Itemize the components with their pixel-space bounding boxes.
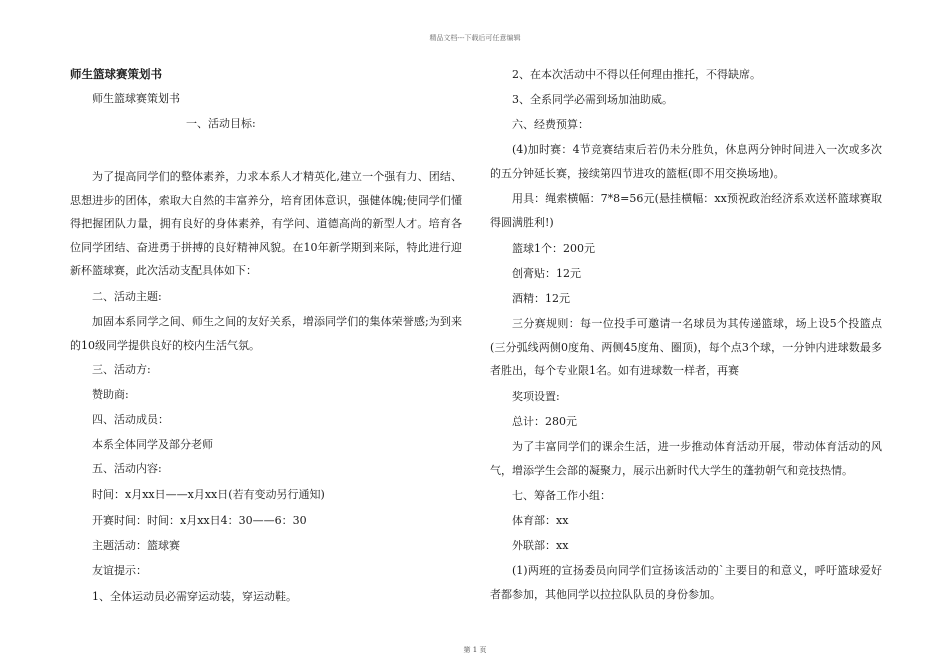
prize-heading: 奖项设置: <box>512 390 560 403</box>
prep-heading: 七、筹备工作小组： <box>512 489 611 502</box>
three-point-rules: 三分赛规则：每一位投手可邀请一名球员为其传递篮球，场上设5个投篮点(三分弧线两侧0度角、两侧45度角、圈顶)，每个点3个球，一分钟内进球数最多者胜出，每个专业限1名。如有进球数一样者，再赛 <box>490 317 882 377</box>
tips-heading: 友谊提示： <box>92 564 147 577</box>
tip-3: 3、全系同学必需到场加油助威。 <box>512 93 673 106</box>
tools-cost: 用具：绳索横幅：7*8=56元(悬挂横幅：xx预祝政治经济系欢送杯篮球赛取得圆满胜利!) <box>490 192 882 229</box>
document-title: 师生篮球赛策划书 <box>70 67 162 81</box>
ball-cost: 篮球1个：200元 <box>512 242 595 255</box>
members-line: 本系全体同学及部分老师 <box>92 438 213 451</box>
page-header: 精品文档---下载后可任意编辑 <box>429 34 521 42</box>
theme-paragraph: 加固本系同学之间、师生之间的友好关系，增添同学们的集体荣誉感;为到来的10级同学提供良好的校内生活气氛。 <box>70 315 462 352</box>
promo-paragraph: (1)两班的宣扬委员向同学们宣扬该活动的`主要目的和意义，呼吁篮球爱好者都参加，其他同学以拉拉队队员的身份参加。 <box>490 564 882 601</box>
sponsor-heading: 三、活动方: <box>92 363 151 376</box>
page-footer: 第 1 页 <box>463 646 487 654</box>
budget-heading: 六、经费预算： <box>512 118 589 131</box>
goal-heading: 一、活动目标: <box>186 117 256 130</box>
content-heading: 五、活动内容: <box>92 462 162 475</box>
main-activity-line: 主题活动：篮球赛 <box>92 539 180 552</box>
tip-2: 2、在本次活动中不得以任何理由推托，不得缺席。 <box>512 68 761 81</box>
outreach-dept-line: 外联部：xx <box>512 539 569 552</box>
open-time-line: 开赛时间：时间：x月xx日4：30——6：30 <box>92 514 307 527</box>
theme-heading: 二、活动主题: <box>92 290 162 303</box>
document-subtitle: 师生篮球赛策划书 <box>92 92 180 105</box>
time-line: 时间：x月xx日——x月xx日(若有变动另行通知) <box>92 488 325 501</box>
members-heading: 四、活动成员： <box>92 413 169 426</box>
plaster-cost: 创膏贴：12元 <box>512 267 581 280</box>
total-cost: 总计：280元 <box>512 415 577 428</box>
goal-paragraph: 为了提高同学们的整体素养，力求本系人才精英化,建立一个强有力、团结、思想进步的团体，索取大自然的丰富养分，培育团体意识，强健体魄;使同学们懂得把握团队力量，拥有良好的身体素养，有学问、道德高尚的新型人才。培育各位同学团结、奋进勇于拼搏的良好精神风貌。在10年新学期到来际，特此进行迎新杯篮球赛，此次活动支配具体如下： <box>70 170 462 277</box>
alcohol-cost: 酒精：12元 <box>512 292 570 305</box>
sponsor-line: 赞助商: <box>92 388 129 401</box>
overtime-rule: (4)加时赛：4节竞赛结束后若仍未分胜负，休息两分钟时间进入一次或多次的五分钟延长赛，接续第四节进攻的篮框(即不用交换场地)。 <box>490 143 882 180</box>
sports-dept-line: 体育部：xx <box>512 514 569 527</box>
purpose-paragraph: 为了丰富同学们的课余生活，进一步推动体育活动开展，带动体育活动的风气，增添学生会部的凝聚力，展示出新时代大学生的蓬勃朝气和竞技热情。 <box>490 440 882 477</box>
tip-1: 1、全体运动员必需穿运动装，穿运动鞋。 <box>92 590 297 603</box>
